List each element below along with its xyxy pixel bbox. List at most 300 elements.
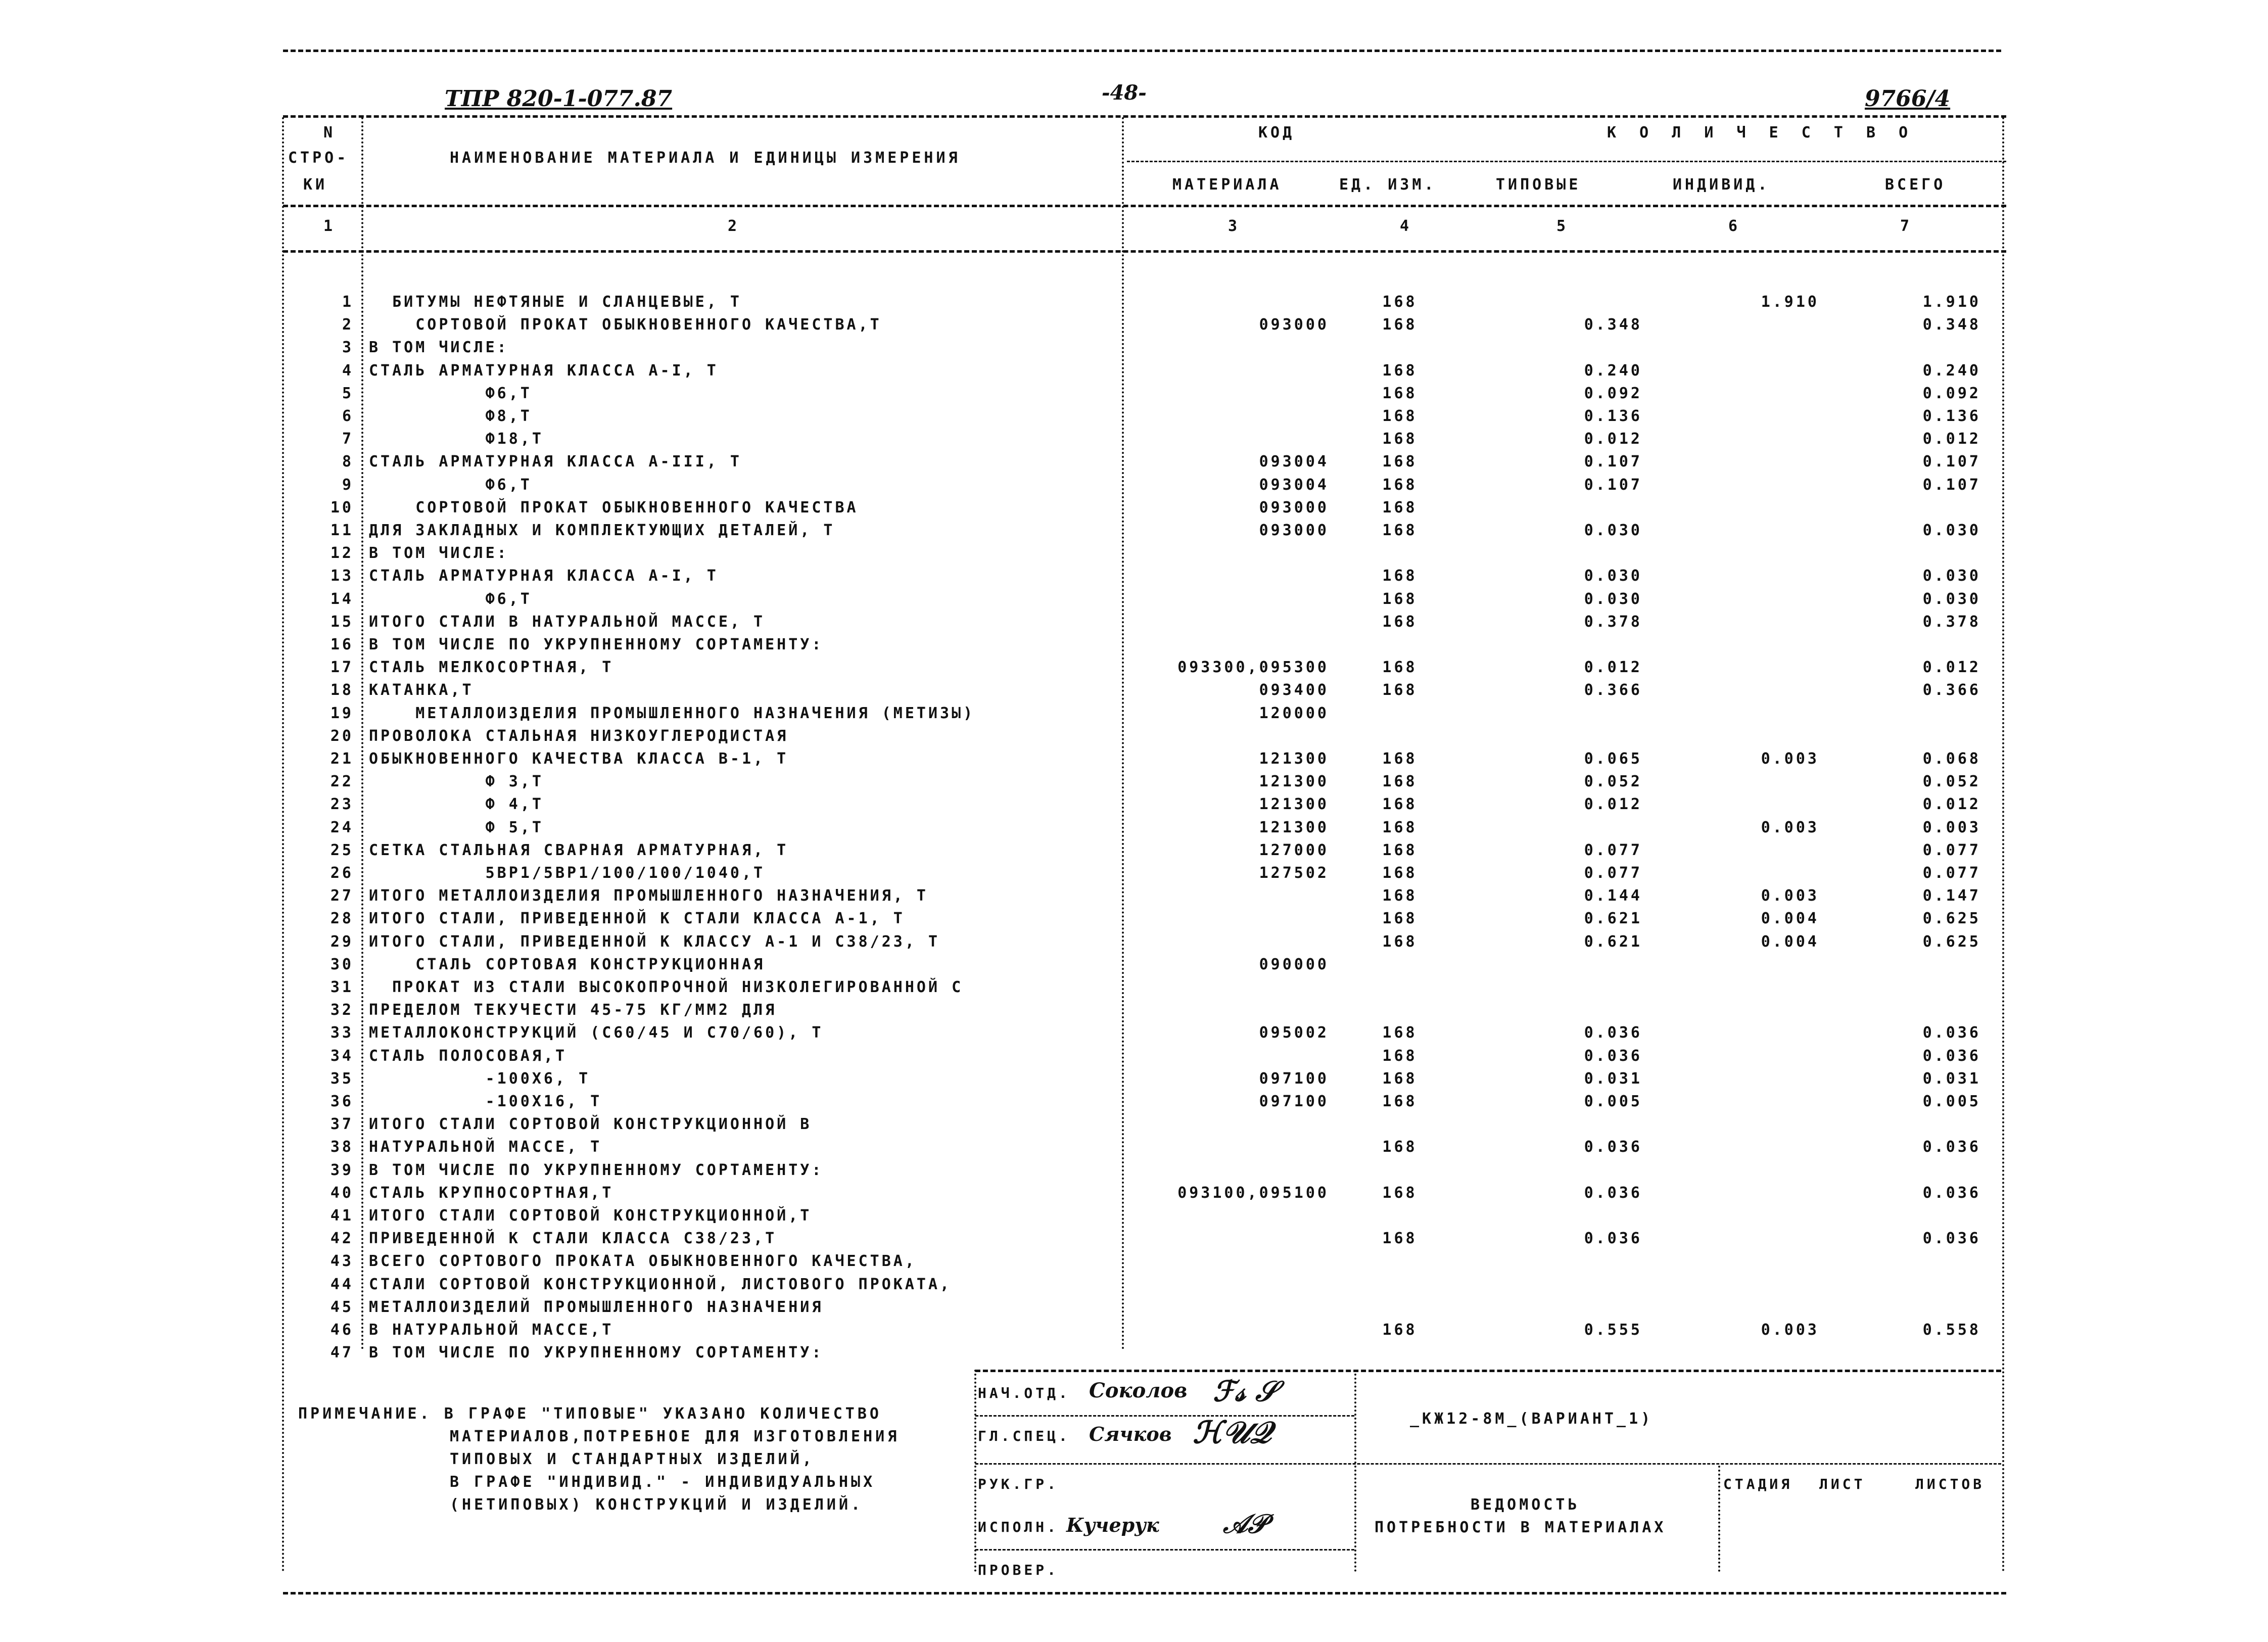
row-number: 42 — [330, 1230, 354, 1247]
table-row — [0, 1161, 2268, 1184]
row-material-code: 121300 — [1259, 819, 1329, 836]
stamp-stage-label: СТАДИЯ — [1723, 1476, 1793, 1492]
stamp-chief-spec-label: ГЛ.СПЕЦ. — [978, 1428, 1070, 1444]
col-num-3: 3 — [1228, 217, 1241, 235]
row-unit-code: 168 — [1382, 1230, 1418, 1247]
row-number: 3 — [342, 339, 354, 356]
row-material-code: 093100,095100 — [1177, 1184, 1329, 1202]
header-mid-line — [1127, 161, 2006, 162]
col-num-4: 4 — [1400, 217, 1412, 235]
row-unit-code: 168 — [1382, 1321, 1418, 1339]
row-typical-qty: 0.052 — [1584, 773, 1642, 790]
row-material-name: ИТОГО СТАЛИ, ПРИВЕДЕННОЙ К КЛАССУ А-1 И С38/23, Т — [369, 933, 940, 951]
row-number: 25 — [330, 841, 354, 859]
stamp-doc-title-2: ПОТРЕБНОСТИ В МАТЕРИАЛАХ — [1375, 1519, 1667, 1536]
stamp-name-separator — [1354, 1370, 1356, 1572]
row-unit-code: 168 — [1382, 1070, 1418, 1088]
row-number: 2 — [342, 316, 354, 334]
row-material-name: Ф18,Т — [369, 430, 544, 448]
row-total-qty: 0.068 — [1922, 750, 1981, 768]
row-unit-code: 168 — [1382, 567, 1418, 585]
table-row — [0, 522, 2268, 544]
sheet-code: 9766/4 — [1865, 86, 1951, 112]
row-number: 41 — [330, 1207, 354, 1225]
table-row — [0, 1115, 2268, 1138]
table-row — [0, 864, 2268, 886]
table-row — [0, 293, 2268, 315]
row-material-name: ИТОГО СТАЛИ, ПРИВЕДЕННОЙ К СТАЛИ КЛАССА А-1, Т — [369, 910, 905, 927]
row-material-name: ДЛЯ ЗАКЛАДНЫХ И КОМПЛЕКТУЮЩИХ ДЕТАЛЕЙ, Т — [369, 522, 835, 539]
row-material-name: В НАТУРАЛЬНОЙ МАССЕ,Т — [369, 1321, 614, 1339]
row-typical-qty: 0.036 — [1584, 1230, 1642, 1247]
row-material-code: 121300 — [1259, 773, 1329, 790]
row-typical-qty: 0.012 — [1584, 430, 1642, 448]
row-material-name: ПРОКАТ ИЗ СТАЛИ ВЫСОКОПРОЧНОЙ НИЗКОЛЕГИРОВАННОЙ С — [369, 978, 964, 996]
row-unit-code: 168 — [1382, 841, 1418, 859]
row-number: 33 — [330, 1024, 354, 1042]
row-material-name: ИТОГО МЕТАЛЛОИЗДЕЛИЯ ПРОМЫШЛЕННОГО НАЗНАЧЕНИЯ, Т — [369, 887, 928, 905]
table-row — [0, 1298, 2268, 1321]
table-row — [0, 544, 2268, 567]
row-typical-qty: 0.036 — [1584, 1047, 1642, 1065]
table-row — [0, 659, 2268, 681]
col-num-7: 7 — [1900, 217, 1913, 235]
row-number: 37 — [330, 1115, 354, 1133]
row-number: 44 — [330, 1276, 354, 1293]
table-row — [0, 1207, 2268, 1229]
row-typical-qty: 0.107 — [1584, 476, 1642, 494]
col-code-material: МАТЕРИАЛА — [1172, 176, 1282, 194]
table-row — [0, 795, 2268, 818]
row-material-code: 121300 — [1259, 750, 1329, 768]
col-total: ВСЕГО — [1885, 176, 1946, 194]
row-number: 8 — [342, 453, 354, 471]
row-number: 35 — [330, 1070, 354, 1088]
row-total-qty: 0.147 — [1922, 887, 1981, 905]
stamp-chief-spec-name: Сячков — [1089, 1423, 1172, 1445]
col-no-line2: СТРО- — [288, 149, 349, 167]
row-number: 11 — [330, 522, 354, 539]
table-row — [0, 430, 2268, 452]
col-num-5: 5 — [1556, 217, 1569, 235]
row-number: 29 — [330, 933, 354, 951]
row-typical-qty: 0.348 — [1584, 316, 1642, 334]
row-number: 7 — [342, 430, 354, 448]
row-number: 45 — [330, 1298, 354, 1316]
row-total-qty: 0.012 — [1922, 659, 1981, 676]
table-row — [0, 978, 2268, 1001]
table-row — [0, 1138, 2268, 1160]
col-typical: ТИПОВЫЕ — [1496, 176, 1581, 194]
row-individual-qty: 0.004 — [1761, 910, 1819, 927]
table-row — [0, 933, 2268, 955]
colnum-bottom-line — [283, 250, 2006, 253]
row-typical-qty: 0.036 — [1584, 1138, 1642, 1156]
table-row — [0, 1024, 2268, 1046]
row-number: 30 — [330, 956, 354, 973]
table-row — [0, 1001, 2268, 1023]
table-row — [0, 385, 2268, 407]
row-total-qty: 1.910 — [1922, 293, 1981, 311]
row-material-name: КАТАНКА,Т — [369, 681, 474, 699]
row-material-name: СТАЛЬ КРУПНОСОРТНАЯ,Т — [369, 1184, 614, 1202]
signature-executor: 𝒜𝒫 — [1223, 1509, 1267, 1539]
col-no-line1: N — [323, 124, 336, 142]
row-unit-code: 168 — [1382, 430, 1418, 448]
table-bottom-line — [975, 1370, 2001, 1372]
col-no-line3: КИ — [303, 176, 328, 194]
row-material-name: ВСЕГО СОРТОВОГО ПРОКАТА ОБЫКНОВЕННОГО КАЧЕСТВА, — [369, 1252, 917, 1270]
row-individual-qty: 0.003 — [1761, 750, 1819, 768]
row-material-code: 127502 — [1259, 864, 1329, 882]
stamp-head-dept-name: Соколов — [1089, 1379, 1188, 1402]
row-material-code: 093000 — [1259, 499, 1329, 517]
table-row — [0, 567, 2268, 589]
row-material-name: ПРИВЕДЕННОЙ К СТАЛИ КЛАССА С38/23,Т — [369, 1230, 777, 1247]
row-material-name: ИТОГО СТАЛИ СОРТОВОЙ КОНСТРУКЦИОННОЙ,Т — [369, 1207, 812, 1225]
row-individual-qty: 0.003 — [1761, 887, 1819, 905]
row-material-name: ИТОГО СТАЛИ В НАТУРАЛЬНОЙ МАССЕ, Т — [369, 613, 766, 631]
row-unit-code: 168 — [1382, 795, 1418, 813]
signature-chief-spec: ℋ𝒰𝒬 — [1193, 1415, 1272, 1450]
note-line-2: МАТЕРИАЛОВ,ПОТРЕБНОЕ ДЛЯ ИЗГОТОВЛЕНИЯ — [450, 1428, 900, 1445]
table-row — [0, 1184, 2268, 1206]
row-unit-code: 168 — [1382, 476, 1418, 494]
table-row — [0, 613, 2268, 635]
table-row — [0, 819, 2268, 841]
row-total-qty: 0.030 — [1922, 590, 1981, 608]
row-unit-code: 168 — [1382, 1024, 1418, 1042]
row-typical-qty: 0.240 — [1584, 362, 1642, 380]
stamp-row-line-3 — [975, 1549, 1354, 1551]
row-total-qty: 0.625 — [1922, 933, 1981, 951]
row-unit-code: 168 — [1382, 887, 1418, 905]
row-total-qty: 0.136 — [1922, 407, 1981, 425]
row-number: 40 — [330, 1184, 354, 1202]
table-row — [0, 1276, 2268, 1298]
row-unit-code: 168 — [1382, 407, 1418, 425]
row-total-qty: 0.003 — [1922, 819, 1981, 836]
row-individual-qty: 1.910 — [1761, 293, 1819, 311]
row-material-name: 5ВР1/5ВР1/100/100/1040,Т — [369, 864, 766, 882]
row-material-name: МЕТАЛЛОИЗДЕЛИЯ ПРОМЫШЛЕННОГО НАЗНАЧЕНИЯ (МЕТИЗЫ) — [369, 705, 975, 722]
table-row — [0, 750, 2268, 772]
row-material-name: ОБЫКНОВЕННОГО КАЧЕСТВА КЛАССА В-1, Т — [369, 750, 789, 768]
table-row — [0, 887, 2268, 909]
table-row — [0, 339, 2268, 361]
stamp-head-dept-label: НАЧ.ОТД. — [978, 1385, 1070, 1401]
row-total-qty: 0.036 — [1922, 1184, 1981, 1202]
row-total-qty: 0.030 — [1922, 522, 1981, 539]
col-name-header: НАИМЕНОВАНИЕ МАТЕРИАЛА И ЕДИНИЦЫ ИЗМЕРЕНИЯ — [450, 149, 961, 167]
table-row — [0, 590, 2268, 613]
note-line-5: (НЕТИПОВЫХ) КОНСТРУКЦИЙ И ИЗДЕЛИЙ. — [450, 1496, 864, 1514]
row-material-name: -100Х6, Т — [369, 1070, 591, 1088]
row-material-name: СТАЛИ СОРТОВОЙ КОНСТРУКЦИОННОЙ, ЛИСТОВОГО ПРОКАТА, — [369, 1276, 952, 1293]
row-material-code: 097100 — [1259, 1070, 1329, 1088]
row-material-code: 093000 — [1259, 316, 1329, 334]
row-unit-code: 168 — [1382, 362, 1418, 380]
note-line-4: В ГРАФЕ "ИНДИВИД." - ИНДИВИДУАЛЬНЫХ — [450, 1473, 876, 1491]
row-typical-qty: 0.366 — [1584, 681, 1642, 699]
row-number: 4 — [342, 362, 354, 380]
row-material-name: Ф6,Т — [369, 476, 532, 494]
stamp-title: _КЖ12-8М_(ВАРИАНТ_1) — [1410, 1410, 1653, 1428]
table-row — [0, 841, 2268, 864]
stamp-row-line-1 — [975, 1415, 1354, 1417]
row-material-name: ИТОГО СТАЛИ СОРТОВОЙ КОНСТРУКЦИОННОЙ В — [369, 1115, 812, 1133]
row-total-qty: 0.036 — [1922, 1230, 1981, 1247]
row-number: 27 — [330, 887, 354, 905]
row-material-name: -100Х16, Т — [369, 1093, 602, 1110]
row-typical-qty: 0.030 — [1584, 522, 1642, 539]
row-material-name: Ф 3,Т — [369, 773, 544, 790]
row-individual-qty: 0.004 — [1761, 933, 1819, 951]
row-number: 38 — [330, 1138, 354, 1156]
row-individual-qty: 0.003 — [1761, 819, 1819, 836]
row-typical-qty: 0.621 — [1584, 933, 1642, 951]
row-total-qty: 0.378 — [1922, 613, 1981, 631]
row-unit-code: 168 — [1382, 590, 1418, 608]
row-material-name: МЕТАЛЛОКОНСТРУКЦИЙ (С60/45 И С70/60), Т — [369, 1024, 824, 1042]
row-number: 19 — [330, 705, 354, 722]
row-number: 36 — [330, 1093, 354, 1110]
top-border-line — [283, 50, 2001, 52]
row-total-qty: 0.030 — [1922, 567, 1981, 585]
row-total-qty: 0.036 — [1922, 1047, 1981, 1065]
row-number: 34 — [330, 1047, 354, 1065]
signature-head-dept: ℱ𝓈 𝒮 — [1213, 1375, 1278, 1408]
table-row — [0, 1252, 2268, 1275]
table-row — [0, 705, 2268, 727]
row-unit-code: 168 — [1382, 613, 1418, 631]
row-total-qty: 0.558 — [1922, 1321, 1981, 1339]
row-total-qty: 0.348 — [1922, 316, 1981, 334]
row-material-code: 127000 — [1259, 841, 1329, 859]
row-typical-qty: 0.107 — [1584, 453, 1642, 471]
row-number: 43 — [330, 1252, 354, 1270]
row-unit-code: 168 — [1382, 864, 1418, 882]
row-unit-code: 168 — [1382, 933, 1418, 951]
row-total-qty: 0.031 — [1922, 1070, 1981, 1088]
row-typical-qty: 0.077 — [1584, 864, 1642, 882]
row-number: 9 — [342, 476, 354, 494]
row-material-name: В ТОМ ЧИСЛЕ ПО УКРУПНЕННОМУ СОРТАМЕНТУ: — [369, 1161, 824, 1179]
row-unit-code: 168 — [1382, 522, 1418, 539]
row-material-name: В ТОМ ЧИСЛЕ: — [369, 544, 509, 562]
row-material-name: СОРТОВОЙ ПРОКАТ ОБЫКНОВЕННОГО КАЧЕСТВА — [369, 499, 859, 517]
row-material-name: СОРТОВОЙ ПРОКАТ ОБЫКНОВЕННОГО КАЧЕСТВА,Т — [369, 316, 882, 334]
note-line-1: ПРИМЕЧАНИЕ. В ГРАФЕ "ТИПОВЫЕ" УКАЗАНО КОЛИЧЕСТВО — [298, 1405, 882, 1423]
row-unit-code: 168 — [1382, 910, 1418, 927]
row-number: 47 — [330, 1344, 354, 1362]
row-typical-qty: 0.092 — [1584, 385, 1642, 402]
row-material-name: БИТУМЫ НЕФТЯНЫЕ И СЛАНЦЕВЫЕ, Т — [369, 293, 742, 311]
row-number: 22 — [330, 773, 354, 790]
row-individual-qty: 0.003 — [1761, 1321, 1819, 1339]
row-typical-qty: 0.077 — [1584, 841, 1642, 859]
stamp-group-lead-label: РУК.ГР. — [978, 1476, 1059, 1492]
row-material-name: МЕТАЛЛОИЗДЕЛИЙ ПРОМЫШЛЕННОГО НАЗНАЧЕНИЯ — [369, 1298, 824, 1316]
stamp-sheets-label: ЛИСТОВ — [1915, 1476, 1985, 1492]
row-material-name: СТАЛЬ АРМАТУРНАЯ КЛАССА А-I, Т — [369, 362, 719, 380]
row-total-qty: 0.107 — [1922, 476, 1981, 494]
row-number: 15 — [330, 613, 354, 631]
row-typical-qty: 0.136 — [1584, 407, 1642, 425]
table-row — [0, 1047, 2268, 1069]
row-typical-qty: 0.065 — [1584, 750, 1642, 768]
stamp-checker-label: ПРОВЕР. — [978, 1562, 1059, 1578]
col-num-6: 6 — [1728, 217, 1741, 235]
row-typical-qty: 0.036 — [1584, 1184, 1642, 1202]
row-material-name: СТАЛЬ МЕЛКОСОРТНАЯ, Т — [369, 659, 614, 676]
table-row — [0, 681, 2268, 703]
row-typical-qty: 0.621 — [1584, 910, 1642, 927]
row-material-name: Ф8,Т — [369, 407, 532, 425]
row-number: 6 — [342, 407, 354, 425]
table-row — [0, 1230, 2268, 1252]
col-individual: ИНДИВИД. — [1673, 176, 1770, 194]
row-number: 14 — [330, 590, 354, 608]
row-typical-qty: 0.031 — [1584, 1070, 1642, 1088]
row-total-qty: 0.092 — [1922, 385, 1981, 402]
row-material-name: В ТОМ ЧИСЛЕ ПО УКРУПНЕННОМУ СОРТАМЕНТУ: — [369, 1344, 824, 1362]
row-material-name: Ф6,Т — [369, 590, 532, 608]
row-unit-code: 168 — [1382, 681, 1418, 699]
row-number: 32 — [330, 1001, 354, 1019]
row-number: 13 — [330, 567, 354, 585]
stamp-executor-label: ИСПОЛН. — [978, 1519, 1059, 1535]
table-row — [0, 362, 2268, 384]
row-material-name: СТАЛЬ АРМАТУРНАЯ КЛАССА А-III, Т — [369, 453, 742, 471]
stamp-doc-title-1: ВЕДОМОСТЬ — [1471, 1496, 1580, 1514]
row-unit-code: 168 — [1382, 819, 1418, 836]
row-unit-code: 168 — [1382, 316, 1418, 334]
row-total-qty: 0.012 — [1922, 795, 1981, 813]
row-material-name: СЕТКА СТАЛЬНАЯ СВАРНАЯ АРМАТУРНАЯ, Т — [369, 841, 789, 859]
row-material-name: СТАЛЬ ПОЛОСОВАЯ,Т — [369, 1047, 568, 1065]
row-number: 23 — [330, 795, 354, 813]
table-row — [0, 407, 2268, 430]
table-row — [0, 636, 2268, 658]
table-row — [0, 1344, 2268, 1366]
table-row — [0, 476, 2268, 498]
row-total-qty: 0.012 — [1922, 430, 1981, 448]
row-material-name: СТАЛЬ АРМАТУРНАЯ КЛАССА А-I, Т — [369, 567, 719, 585]
row-total-qty: 0.366 — [1922, 681, 1981, 699]
row-total-qty: 0.077 — [1922, 841, 1981, 859]
row-typical-qty: 0.144 — [1584, 887, 1642, 905]
row-total-qty: 0.036 — [1922, 1138, 1981, 1156]
row-material-name: СТАЛЬ СОРТОВАЯ КОНСТРУКЦИОННАЯ — [369, 956, 766, 973]
row-unit-code: 168 — [1382, 499, 1418, 517]
row-number: 21 — [330, 750, 354, 768]
row-total-qty: 0.107 — [1922, 453, 1981, 471]
row-total-qty: 0.052 — [1922, 773, 1981, 790]
table-row — [0, 1070, 2268, 1092]
row-number: 28 — [330, 910, 354, 927]
row-number: 31 — [330, 978, 354, 996]
row-material-name: В ТОМ ЧИСЛЕ: — [369, 339, 509, 356]
header-top-line — [283, 115, 2006, 118]
row-material-code: 120000 — [1259, 705, 1329, 722]
table-row — [0, 910, 2268, 932]
table-row — [0, 1321, 2268, 1343]
table-row — [0, 956, 2268, 978]
row-unit-code: 168 — [1382, 385, 1418, 402]
row-unit-code: 168 — [1382, 293, 1418, 311]
doc-code: ТПР 820-1-077.87 — [445, 86, 673, 112]
row-typical-qty: 0.378 — [1584, 613, 1642, 631]
row-number: 1 — [342, 293, 354, 311]
table-row — [0, 1093, 2268, 1115]
row-number: 5 — [342, 385, 354, 402]
row-number: 12 — [330, 544, 354, 562]
row-total-qty: 0.077 — [1922, 864, 1981, 882]
stamp-stage-separator — [1718, 1466, 1720, 1572]
row-total-qty: 0.005 — [1922, 1093, 1981, 1110]
row-typical-qty: 0.005 — [1584, 1093, 1642, 1110]
row-material-name: Ф6,Т — [369, 385, 532, 402]
row-material-code: 093004 — [1259, 453, 1329, 471]
stamp-executor-name: Кучерук — [1066, 1514, 1159, 1536]
row-material-name: ПРЕДЕЛОМ ТЕКУЧЕСТИ 45-75 КГ/ММ2 ДЛЯ — [369, 1001, 777, 1019]
row-material-name: НАТУРАЛЬНОЙ МАССЕ, Т — [369, 1138, 602, 1156]
row-material-name: ПРОВОЛОКА СТАЛЬНАЯ НИЗКОУГЛЕРОДИСТАЯ — [369, 727, 789, 745]
stamp-row-line-2 — [975, 1463, 2001, 1465]
col-num-2: 2 — [728, 217, 740, 235]
col-quantity-header: К О Л И Ч Е С Т В О — [1607, 124, 1915, 142]
row-number: 46 — [330, 1321, 354, 1339]
note-line-3: ТИПОВЫХ И СТАНДАРТНЫХ ИЗДЕЛИЙ, — [450, 1450, 815, 1468]
row-typical-qty: 0.012 — [1584, 795, 1642, 813]
row-number: 39 — [330, 1161, 354, 1179]
row-material-code: 095002 — [1259, 1024, 1329, 1042]
row-unit-code: 168 — [1382, 659, 1418, 676]
row-total-qty: 0.625 — [1922, 910, 1981, 927]
table-row — [0, 727, 2268, 749]
row-typical-qty: 0.030 — [1584, 590, 1642, 608]
row-unit-code: 168 — [1382, 1047, 1418, 1065]
row-unit-code: 168 — [1382, 750, 1418, 768]
row-number: 16 — [330, 636, 354, 653]
header-bottom-line — [283, 205, 2006, 207]
row-material-name: В ТОМ ЧИСЛЕ ПО УКРУПНЕННОМУ СОРТАМЕНТУ: — [369, 636, 824, 653]
bottom-border-line — [283, 1592, 2006, 1594]
row-typical-qty: 0.030 — [1584, 567, 1642, 585]
col-code-header: КОД — [1258, 124, 1295, 142]
row-unit-code: 168 — [1382, 453, 1418, 471]
row-number: 18 — [330, 681, 354, 699]
row-unit-code: 168 — [1382, 1138, 1418, 1156]
stamp-left-border — [974, 1370, 976, 1572]
page-number: -48- — [1102, 81, 1147, 105]
row-material-code: 093400 — [1259, 681, 1329, 699]
row-unit-code: 168 — [1382, 1093, 1418, 1110]
row-number: 26 — [330, 864, 354, 882]
row-typical-qty: 0.012 — [1584, 659, 1642, 676]
row-material-code: 093300,095300 — [1177, 659, 1329, 676]
row-total-qty: 0.240 — [1922, 362, 1981, 380]
row-unit-code: 168 — [1382, 773, 1418, 790]
col-code-unit: ЕД. ИЗМ. — [1339, 176, 1437, 194]
row-material-code: 093004 — [1259, 476, 1329, 494]
row-number: 17 — [330, 659, 354, 676]
row-number: 20 — [330, 727, 354, 745]
row-number: 24 — [330, 819, 354, 836]
row-total-qty: 0.036 — [1922, 1024, 1981, 1042]
row-unit-code: 168 — [1382, 1184, 1418, 1202]
